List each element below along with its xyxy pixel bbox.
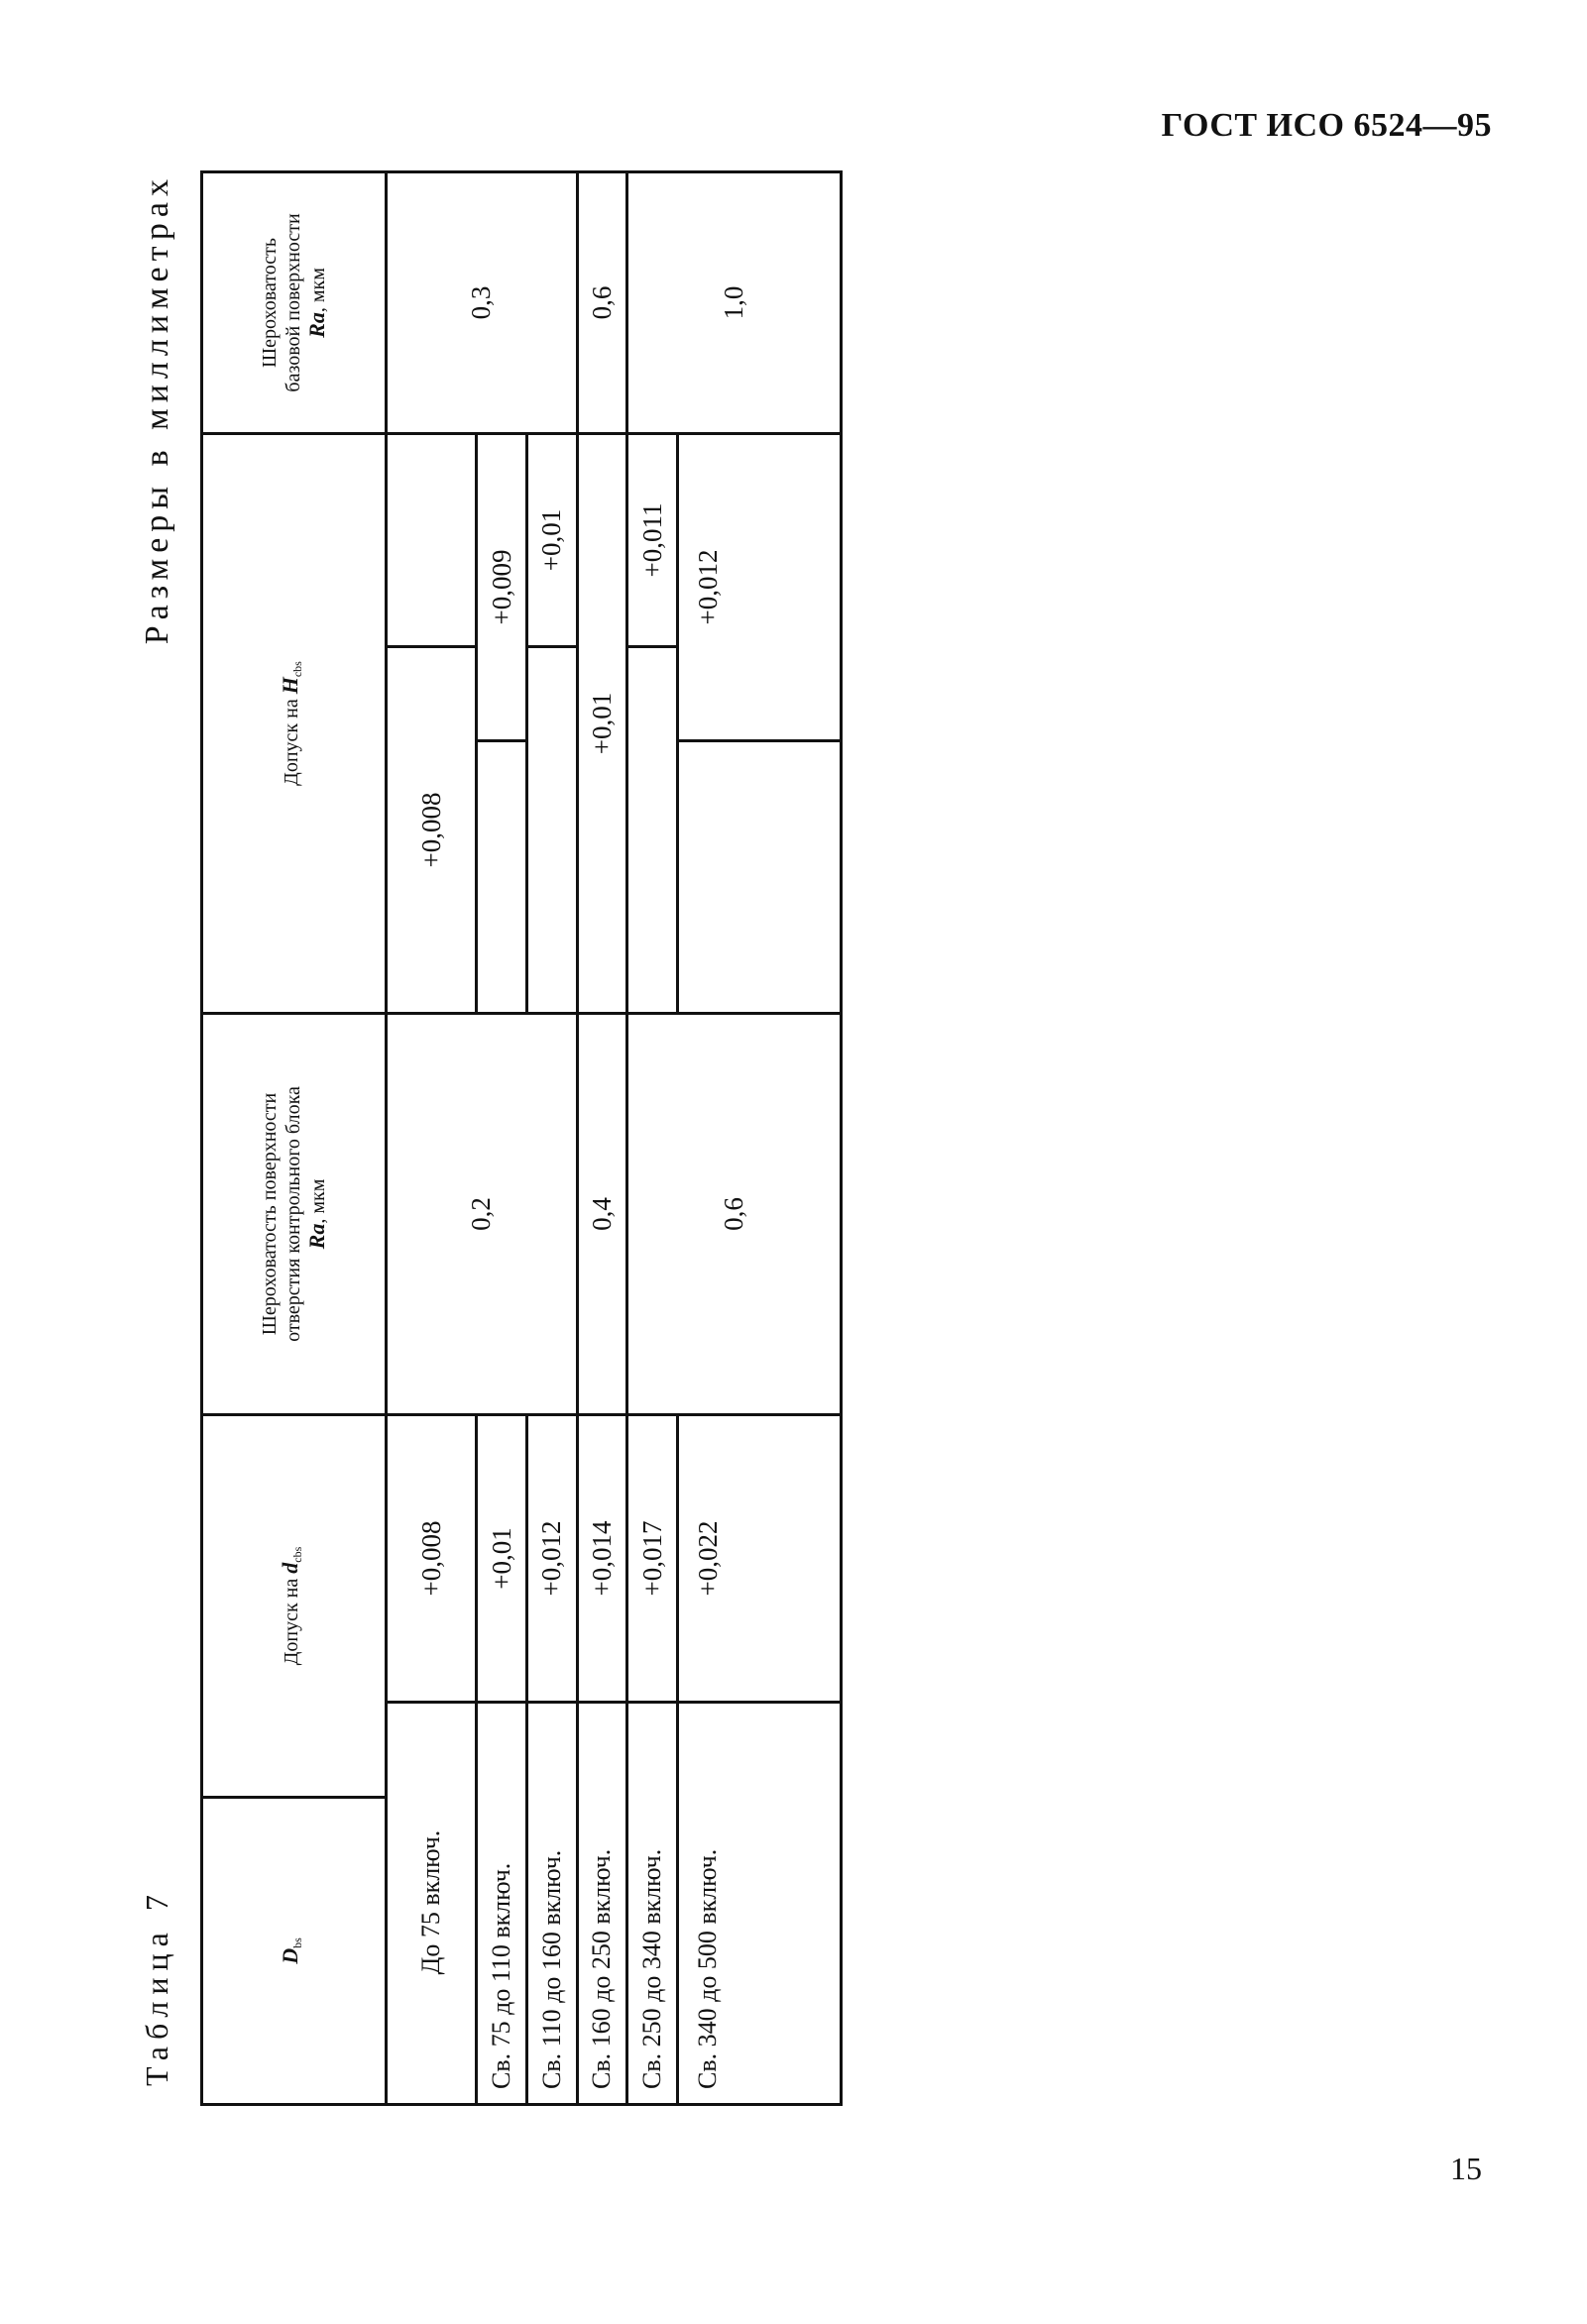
tolerance-table (200, 170, 843, 2106)
cell-tolerance-h: +0,012 (677, 433, 841, 740)
cell-range: Св. 340 до 500 включ. (677, 1703, 841, 2105)
cell-blank (627, 647, 678, 1014)
cell-blank (477, 741, 527, 1014)
cell-tolerance-d: +0,01 (477, 1415, 527, 1703)
header-dbs: $D_{bs}$ (202, 1798, 387, 2105)
cell-roughness-base: 0,3 (387, 171, 578, 433)
cell-blank (387, 433, 477, 646)
rotated-content (111, 173, 884, 2106)
table-row (387, 171, 477, 2104)
table-label: Таблица 7 (139, 1888, 174, 2086)
cell-range: До 75 включ. (387, 1703, 477, 2105)
cell-tolerance-d: +0,012 (526, 1415, 577, 1703)
header-roughness-hole: Шероховатость поверхности отверстия контрольного блока Ra, мкм (202, 1014, 387, 1415)
table-caption-row (111, 173, 200, 2106)
table-row (627, 171, 678, 2104)
cell-tolerance-h: +0,009 (477, 433, 527, 740)
cell-roughness-hole: 0,4 (577, 1014, 627, 1415)
table-row (577, 171, 627, 2104)
document-header: ГОСТ ИСО 6524—95 (1161, 107, 1492, 144)
cell-blank (526, 647, 577, 1014)
cell-range: Св. 160 до 250 включ. (577, 1703, 627, 2105)
cell-tolerance-d: +0,017 (627, 1415, 678, 1703)
header-tolerance-h: Допуск на $H_{cbs}$ (202, 433, 387, 1013)
cell-roughness-hole: 0,2 (387, 1014, 578, 1415)
cell-roughness-hole: 0,6 (627, 1014, 842, 1415)
cell-tolerance-h: +0,01 (577, 433, 627, 1013)
cell-roughness-base: 0,6 (577, 171, 627, 433)
cell-tolerance-d: +0,022 (677, 1415, 841, 1703)
rotated-table-area (111, 173, 884, 2106)
header-roughness-base: Шероховатость базовой поверхности Ra, мкм (202, 171, 387, 433)
cell-tolerance-h: +0,008 (387, 647, 477, 1014)
header-tolerance-d: Допуск на $d_{cbs}$ (202, 1415, 387, 1798)
cell-tolerance-d: +0,014 (577, 1415, 627, 1703)
cell-roughness-base: 1,0 (627, 171, 842, 433)
cell-range: Св. 110 до 160 включ. (526, 1703, 577, 2105)
cell-tolerance-d: +0,008 (387, 1415, 477, 1703)
page-number: 15 (1450, 2151, 1482, 2186)
units-label: Размеры в миллиметрах (139, 173, 175, 645)
cell-range: Св. 250 до 340 включ. (627, 1703, 678, 2105)
table-header-row (202, 171, 387, 2104)
cell-range: Св. 75 до 110 включ. (477, 1703, 527, 2105)
cell-blank (677, 741, 841, 1014)
cell-tolerance-h: +0,011 (627, 433, 678, 646)
cell-tolerance-h: +0,01 (526, 433, 577, 646)
